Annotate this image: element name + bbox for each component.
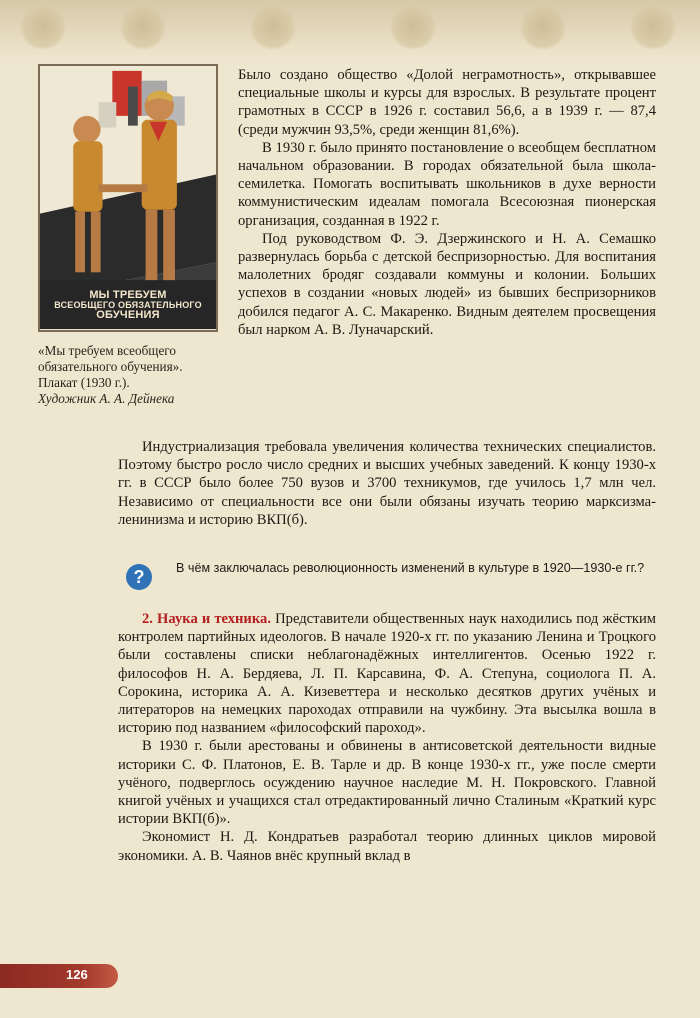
ornament-circle — [390, 4, 436, 50]
paragraph: Экономист Н. Д. Кондратьев разработал теорию длинных циклов мировой экономики. А. В. Чаянов внёс крупный вклад в — [118, 829, 656, 864]
caption-artist: Художник А. А. Дейнека — [38, 391, 175, 406]
ornament-circle — [20, 4, 66, 50]
paragraph: В 1930 г. было принято постановление о всеобщем бесплатном начальном образовании. В городах обязательной была школа-семилетка. Помогать воспитывать школьников в духе верности коммунистическим идеалам помогала Всесоюзная пионерская организация, созданная в 1922 г. — [238, 139, 656, 229]
section-lead: Представители общественных наук находились под жёстким контролем партийных идеологов. В начале 1920-х гг. по указанию Ленина и Троцкого были составлены списки неблагонадёжных интеллигентов. Осенью 1922 г. философов Н. А. Бердяева, Л. П. Карсавина, Ф. А. Степуна, социолога П. А. Сорокина, историка А. А. Кизеветтера и несколько десятков других учёных и литераторов на немецких пароходах отправили на чужбину. Эта высылка вошла в историю под названием «философский пароход». — [118, 611, 656, 737]
section-science — [118, 610, 656, 865]
poster-caption — [38, 343, 234, 407]
paragraph: Под руководством Ф. Э. Дзержинского и Н. А. Семашко развернулась борьба с детской беспризорностью. Для воспитания малолетних бродяг создавали коммуны и колонии. Больших успехов в создании «новых людей» из бывших беспризорников добился педагог А. С. Макаренко. Видным деятелем просвещения был нарком А. В. Луначарский. — [238, 230, 656, 338]
poster-slogan-line: ВСЕОБЩЕГО ОБЯЗАТЕЛЬНОГО — [54, 300, 202, 310]
paragraph: В 1930 г. были арестованы и обвинены в антисоветской деятельности видные историки С. Ф. Платонов, Е. В. Тарле и др. В конце 1930-х гг., уже после смерти учёного, подверглось осуждению научное наследие М. Н. Покровского. Главной книгой учёных и учащихся стал отредактированный лично Сталиным «Краткий курс истории ВКП(б)». — [118, 738, 656, 828]
ornament-circle — [630, 4, 676, 50]
section-title: 2. Наука и техника. — [142, 611, 271, 627]
page-number: 126 — [66, 967, 88, 982]
paragraph — [118, 610, 656, 737]
poster-image — [38, 64, 218, 332]
paragraph: Было создано общество «Долой неграмотность», открывавшее специальные школы и курсы для взрослых. В результате процент грамотных в СССР в 1926 г. составил 56,6, а в 1939 г. — 87,4 (среди мужчин 93,5%, среди женщин 81,6%). — [238, 67, 656, 138]
text-block — [118, 438, 656, 529]
poster-slogan — [40, 290, 216, 320]
ornament-circle — [520, 4, 566, 50]
question-box — [118, 560, 656, 594]
question-icon: ? — [126, 564, 152, 590]
caption-meta: Плакат (1930 г.). — [38, 375, 130, 390]
question-text: В чём заключалась революционность изменений в культуре в 1920—1930-е гг.? — [176, 561, 645, 575]
poster-slogan-line: ОБУЧЕНИЯ — [96, 309, 160, 321]
paragraph: Индустриализация требовала увеличения количества технических специалистов. Поэтому быстро росло число средних и высших учебных заведений. К концу 1930-х гг. в СССР было более 750 вузов и 3700 техникумов, где училось 1,7 млн чел. Независимо от специальности все они были обязаны изучать теорию марксизма-ленинизма и историю ВКП(б). — [118, 439, 656, 528]
page-number-bar — [0, 964, 118, 988]
poster-slogan-line: МЫ ТРЕБУЕМ — [89, 289, 167, 301]
page-header-ornament — [0, 0, 700, 60]
text-column — [238, 66, 656, 339]
ornament-circle — [120, 4, 166, 50]
caption-title: «Мы требуем всеобщего обязательного обучения». — [38, 343, 183, 374]
ornament-circle — [250, 4, 296, 50]
